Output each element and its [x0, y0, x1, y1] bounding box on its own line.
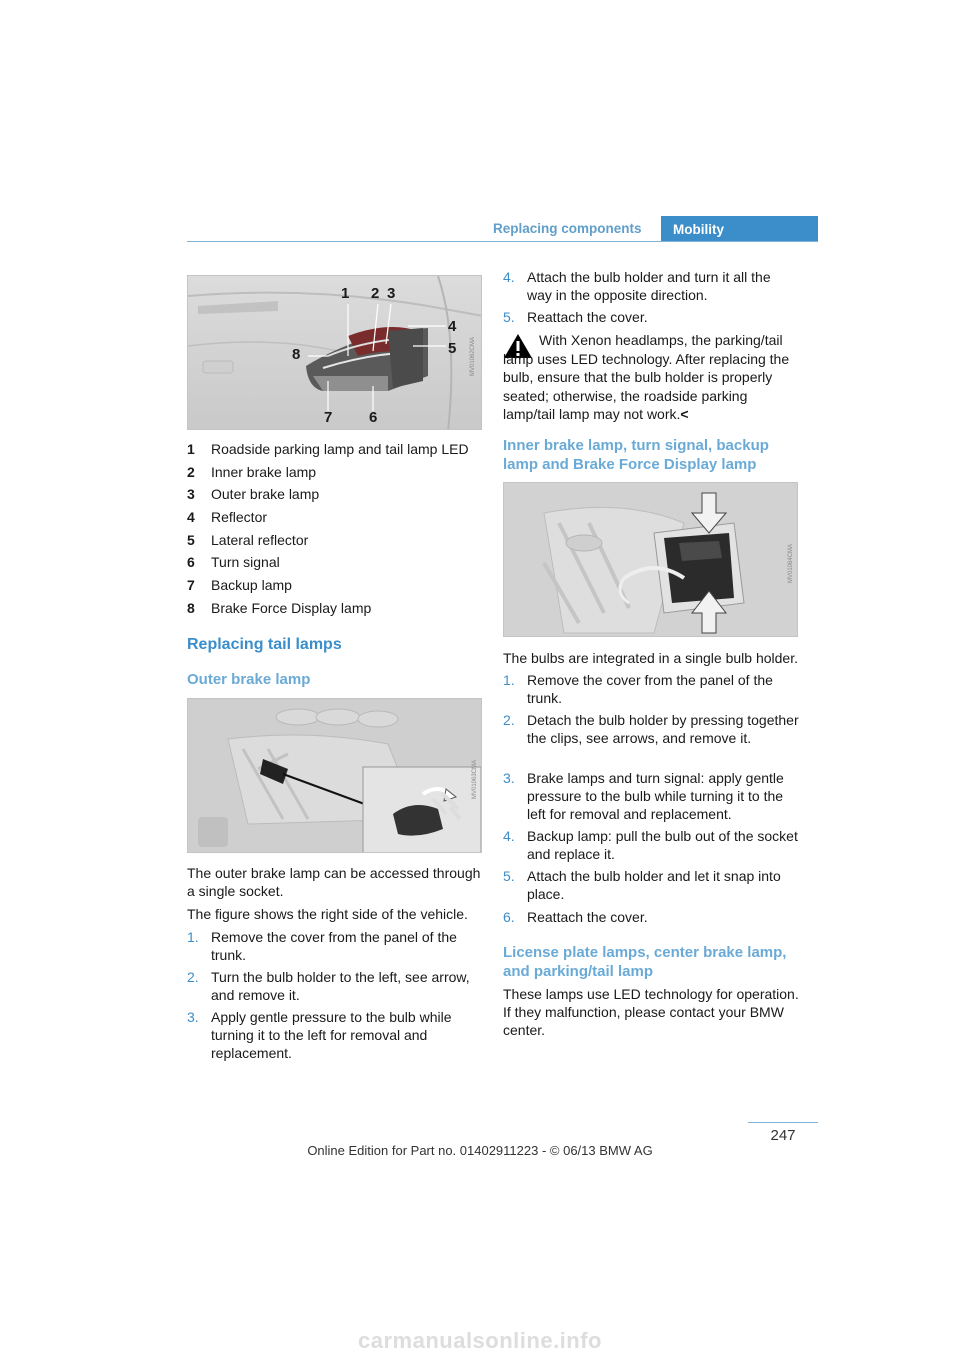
legend-item: 6 Turn signal	[187, 554, 280, 571]
callout-7: 7	[324, 409, 333, 426]
xenon-warning-text: With Xenon headlamps, the parking/tail lamp uses LED technology. After replacing the bulb, ensure that the bulb holder is properly seated; otherwise, the roadside parking lamp/tail lamp may not work.<	[503, 332, 790, 423]
lamp-legend	[187, 441, 484, 623]
callout-5: 5	[448, 340, 457, 357]
outer-step-1: 1. Remove the cover from the panel of the trunk.	[187, 929, 457, 964]
callout-2: 2	[371, 285, 380, 302]
legend-item: 1 Roadside parking lamp and tail lamp LED	[187, 441, 469, 457]
footer-edition: Online Edition for Part no. 01402911223 - © 06/13 BMW AG	[307, 1143, 653, 1158]
inner-step-3: 3. Brake lamps and turn signal: apply gentle pressure to the bulb while turning it to the left for removal and replacement.	[503, 770, 784, 823]
subsection-title-outer-brake: Outer brake lamp	[187, 671, 311, 688]
page-number: 247	[770, 1127, 796, 1144]
watermark: carmanualsonline.info	[0, 1326, 960, 1358]
outer-step-4: 4. Attach the bulb holder and turn it all the way in the opposite direction.	[503, 269, 771, 304]
inner-step-5: 5. Attach the bulb holder and let it snap into place.	[503, 868, 781, 903]
outer-brake-lamp-figure	[187, 698, 482, 853]
callout-6: 6	[369, 409, 378, 426]
inner-brake-intro: The bulbs are integrated in a single bulb holder.	[503, 650, 798, 666]
inner-step-4: 4. Backup lamp: pull the bulb out of the socket and replace it.	[503, 828, 798, 863]
legend-item: 5 Lateral reflector	[187, 531, 309, 548]
legend-item: 4 Reflector	[187, 509, 268, 526]
page-number-rule	[748, 1122, 818, 1123]
callout-3: 3	[387, 285, 396, 302]
outer-step-3: 3. Apply gentle pressure to the bulb while turning it to the left for removal and replacement.	[187, 1009, 452, 1062]
legend-item: 8 Brake Force Display lamp	[187, 599, 372, 616]
subsection-title-license-lamps: License plate lamps, center brake lamp, and parking/tail lamp	[503, 944, 787, 980]
callout-8: 8	[292, 346, 301, 363]
tail-lamp-overview-figure	[187, 275, 482, 430]
outer-step-2: 2. Turn the bulb holder to the left, see arrow, and remove it.	[187, 969, 470, 1004]
figure-code: MV01064CMA	[788, 543, 794, 583]
legend-item: 3 Outer brake lamp	[187, 486, 320, 503]
callout-1: 1	[341, 285, 350, 302]
outer-brake-figure-note: The figure shows the right side of the vehicle.	[187, 906, 468, 922]
callout-4: 4	[448, 318, 457, 335]
inner-brake-lamp-figure	[503, 482, 798, 637]
header-rule	[187, 241, 818, 242]
outer-step-5: 5. Reattach the cover.	[503, 309, 648, 325]
header-tab: Mobility	[661, 216, 818, 242]
subsection-title-inner-brake: Inner brake lamp, turn signal, backup lamp and Brake Force Display lamp	[503, 437, 769, 473]
section-title-replacing-tail-lamps: Replacing tail lamps	[187, 636, 342, 653]
figure-code: MV01062CMA	[470, 336, 476, 376]
end-mark: <	[680, 406, 689, 423]
license-lamps-text: These lamps use LED technology for operation. If they malfunction, please contact your BMW center.	[503, 986, 799, 1039]
figure-code: MV01063CMA	[472, 759, 478, 799]
legend-item: 2 Inner brake lamp	[187, 463, 317, 480]
inner-step-6: 6. Reattach the cover.	[503, 909, 648, 925]
legend-item: 7 Backup lamp	[187, 577, 292, 594]
inner-step-1: 1. Remove the cover from the panel of the trunk.	[503, 672, 773, 707]
header-section-title: Replacing components	[493, 221, 642, 236]
inner-step-2: 2. Detach the bulb holder by pressing together the clips, see arrows, and remove it.	[503, 712, 799, 747]
outer-brake-intro: The outer brake lamp can be accessed through a single socket.	[187, 865, 481, 900]
